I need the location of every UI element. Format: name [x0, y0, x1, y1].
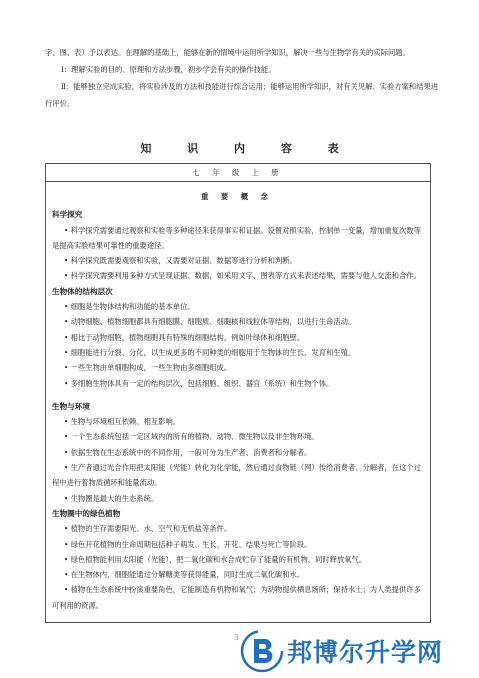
section-science-inquiry: [52, 207, 422, 283]
grade-header: 七 年 级 上 册: [46, 164, 430, 182]
section-heading: 生物与环境: [52, 401, 90, 411]
list-item: • 植物在生态系统中扮演重要角色，它能制造有机物和氧气；为动物提供栖息场所；保持水土；为人类提供许多可利用的资源。: [52, 585, 421, 610]
page-number: 3: [234, 633, 240, 642]
list-item: • 一些生物由单细胞构成，一些生物由多细胞组成。: [64, 363, 232, 373]
section-heading: 生物体的结构层次: [52, 286, 113, 296]
logo-text: 邦博尔升学网: [287, 638, 444, 667]
intro-text: [45, 44, 439, 112]
list-item: • 科学探究需要通过观察和实验等多种途径来获得事实和证据。设置对照实验，控制单一变量，增加重复次数等是提高实验结果可靠性的重要途径。: [52, 225, 421, 250]
list-item: • 生物与环境相互依赖、相互影响。: [64, 417, 181, 427]
intro-line1: 字、图、表）予以表达。在理解的基础上，能够在新的情境中运用所学知识，解决一些与生物学有关的实际问题。: [45, 48, 410, 57]
list-item: • 相比于动物细胞，植物细胞具有特殊的细胞结构，例如叶绿体和细胞壁。: [64, 332, 305, 342]
list-item: • 科学探究需要利用多种方式呈现证据、数据，如采用文字、图表等方式来表述结果，需要与他人交流和合作。: [64, 271, 421, 281]
knowledge-table: [45, 163, 431, 623]
section-green-plants: [52, 506, 422, 613]
section-organism-environment: [52, 399, 422, 506]
list-item: • 依据生物在生态系统中的不同作用，一般可分为生产者、消费者和分解者。: [64, 447, 312, 457]
list-item: • 多细胞生物体具有一定的结构层次，包括细胞、组织、器官（系统）和生物个体。: [64, 378, 334, 388]
list-item: • 在生物体内，细胞能通过分解糖类等获得能量，同时生成二氧化碳和水。: [64, 570, 305, 580]
intro-level-2: Ⅱ：能够独立完成实验，将实验涉及的方法和技能进行综合运用；能够运用所学知识，对有关见解、实验方案和结果进行评价。: [45, 82, 439, 108]
intro-level-1: Ⅰ：理解实验的目的、原理和方法步骤，初步学会有关的操作技能。: [61, 65, 276, 74]
list-item: • 生物圈是最大的生态系统。: [64, 493, 159, 503]
b-logo-icon: [240, 629, 284, 673]
list-item: • 绿色开花植物的生命周期包括种子萌发、生长、开花、结果与死亡等阶段。: [64, 539, 312, 549]
site-watermark-logo: [240, 628, 472, 674]
section-heading: 科学探究: [52, 210, 83, 220]
section-structure-levels: [52, 284, 422, 391]
section-heading: 生物圈中的绿色植物: [52, 508, 121, 518]
table-content-cell: [46, 182, 430, 613]
list-item: • 一个生态系统包括一定区域内的所有的植物、动物、微生物以及非生物环境。: [64, 432, 319, 442]
document-title: 知 识 内 容 表: [140, 142, 355, 155]
concept-title: 重 要 概 念: [201, 192, 273, 201]
list-item: • 细胞是生物体结构和功能的基本单位。: [64, 302, 195, 312]
list-item: • 细胞能进行分裂、分化，以生成更多的不同种类的细胞用于生物体的生长、发育和生殖。: [64, 347, 356, 357]
list-item: • 生产者通过光合作用把太阳能（光能）转化为化学能，然后通过食物链（网）传给消费者、分解者，在这个过程中进行着物质循环和能量流动。: [52, 463, 421, 488]
list-item: • 科学探究既需要观察和实验，又需要对证据、数据等进行分析和判断。: [64, 256, 297, 266]
list-item: • 植物的生存需要阳光、水、空气和无机盐等条件。: [64, 524, 232, 534]
list-item: • 动物细胞、植物细胞都具有细胞膜、细胞质、细胞核和线粒体等结构，以进行生命活动。: [64, 317, 356, 327]
list-item: • 绿色植物能利用太阳能（光能），把二氧化碳和水合成贮存了能量的有机物，同时释放氧气。: [64, 554, 367, 564]
